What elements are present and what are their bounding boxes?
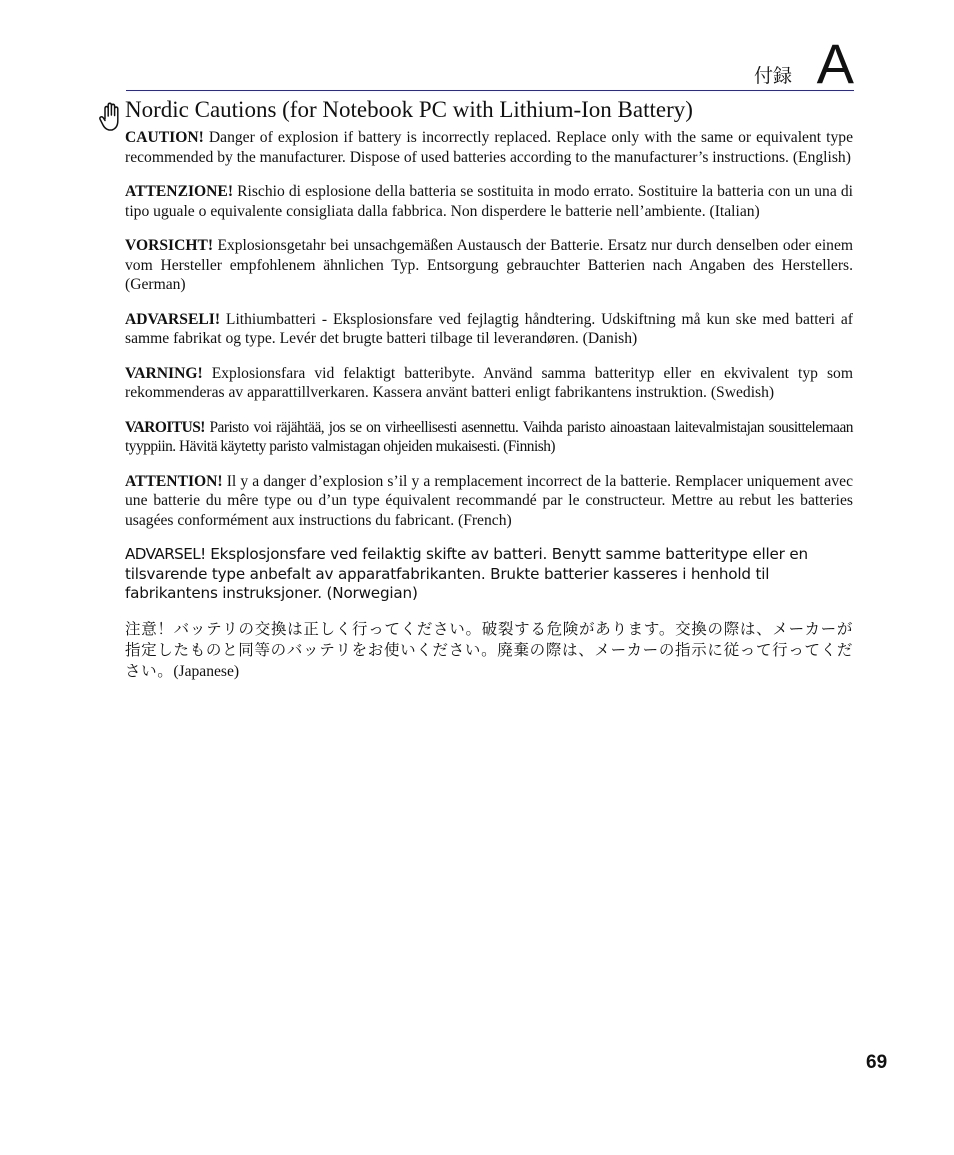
caution-lead: ADVARSEL!	[125, 545, 206, 563]
caution-danish	[125, 310, 853, 349]
caution-language: (Japanese)	[173, 662, 240, 680]
caution-italian	[125, 182, 853, 221]
caution-lead: VORSICHT!	[125, 237, 214, 254]
caution-text: Il y a danger d’explosion s’il y a remplacement incorrect de la batterie. Remplacer uniquement avec une batterie du mêre type ou d’un type équivalent recommandé par le constructeur. Mettre au rebut les batteries usagées conformément aux instructions du fabricant. (French)	[125, 472, 853, 529]
caution-lead: 注意！	[125, 619, 174, 638]
caution-japanese	[125, 619, 853, 682]
page-number: 69	[866, 1052, 888, 1073]
hand-icon	[98, 102, 122, 132]
caution-text: Explosionsfara vid felaktigt batteribyte. Använd samma batterityp eller en ekvivalent typ som rekommenderas av apparattillverkaren. Kassera använt batteri enligt fabrikantens instruktion. (Swedish)	[125, 364, 853, 401]
caution-lead: VAROITUS!	[125, 418, 205, 436]
caution-finnish	[125, 418, 853, 457]
caution-lead: CAUTION!	[125, 129, 204, 146]
caution-lead: ATTENZIONE!	[125, 183, 234, 200]
caution-text: Paristo voi räjähtää, jos se on virheellisesti asennettu. Vaihda paristo ainoastaan laitevalmistajan sousittelemaan tyyppiin. Hävitä käytetty paristo valmistagan ohjeiden mukaisesti. (Finnish)	[125, 418, 853, 455]
caution-list	[125, 128, 853, 697]
caution-swedish	[125, 364, 853, 403]
caution-german	[125, 236, 853, 295]
caution-text: Eksplosjonsfare ved feilaktig skifte av batteri. Benytt samme batteritype eller en tilsvarende type anbefalt av apparatfabrikanten. Brukte batterier kasseres i henhold til fabrikantens instruksjoner. (Norwegian)	[125, 545, 808, 602]
header-rule	[126, 90, 854, 91]
caution-text: バッテリの交換は正しく行ってください。破裂する危険があります。交換の際は、メーカーが指定したものと同等のバッテリをお使いください。廃棄の際は、メーカーの指示に従って行ってください。	[125, 619, 853, 680]
caution-text: Rischio di esplosione della batteria se sostituita in modo errato. Sostituire la batteria con un una di tipo uguale o equivalente consigliata dalla fabbrica. Non disperdere le batterie nell’ambiente. (Italian)	[125, 183, 853, 220]
caution-text: Lithiumbatteri - Eksplosionsfare ved fejlagtig håndtering. Udskiftning må kun ske med batteri af samme fabrikat og type. Levér det brugte batteri tilbage til leverandøren. (Danish)	[125, 310, 853, 347]
section-title: Nordic Cautions (for Notebook PC with Lithium-Ion Battery)	[125, 97, 693, 122]
caution-english	[125, 128, 853, 167]
page-header	[126, 32, 854, 95]
caution-text: Danger of explosion if battery is incorrectly replaced. Replace only with the same or equivalent type recommended by the manufacturer. Dispose of used batteries according to the manufacturer’s instructions. (English)	[125, 129, 853, 166]
chapter-label: 付録	[753, 65, 792, 87]
caution-lead: ATTENTION!	[125, 472, 223, 490]
caution-lead: VARNING!	[125, 364, 203, 382]
caution-lead: ADVARSELI!	[125, 310, 221, 328]
caution-french	[125, 472, 853, 531]
caution-norwegian	[125, 545, 853, 604]
chapter-letter: A	[816, 32, 854, 95]
caution-text: Explosionsgetahr bei unsachgemäßen Austausch der Batterie. Ersatz nur durch denselben oder einem vom Hersteller empfohlenem ähnlichen Typ. Entsorgung gebrauchter Batterien nach Angaben des Herstellers. (German)	[125, 237, 853, 293]
